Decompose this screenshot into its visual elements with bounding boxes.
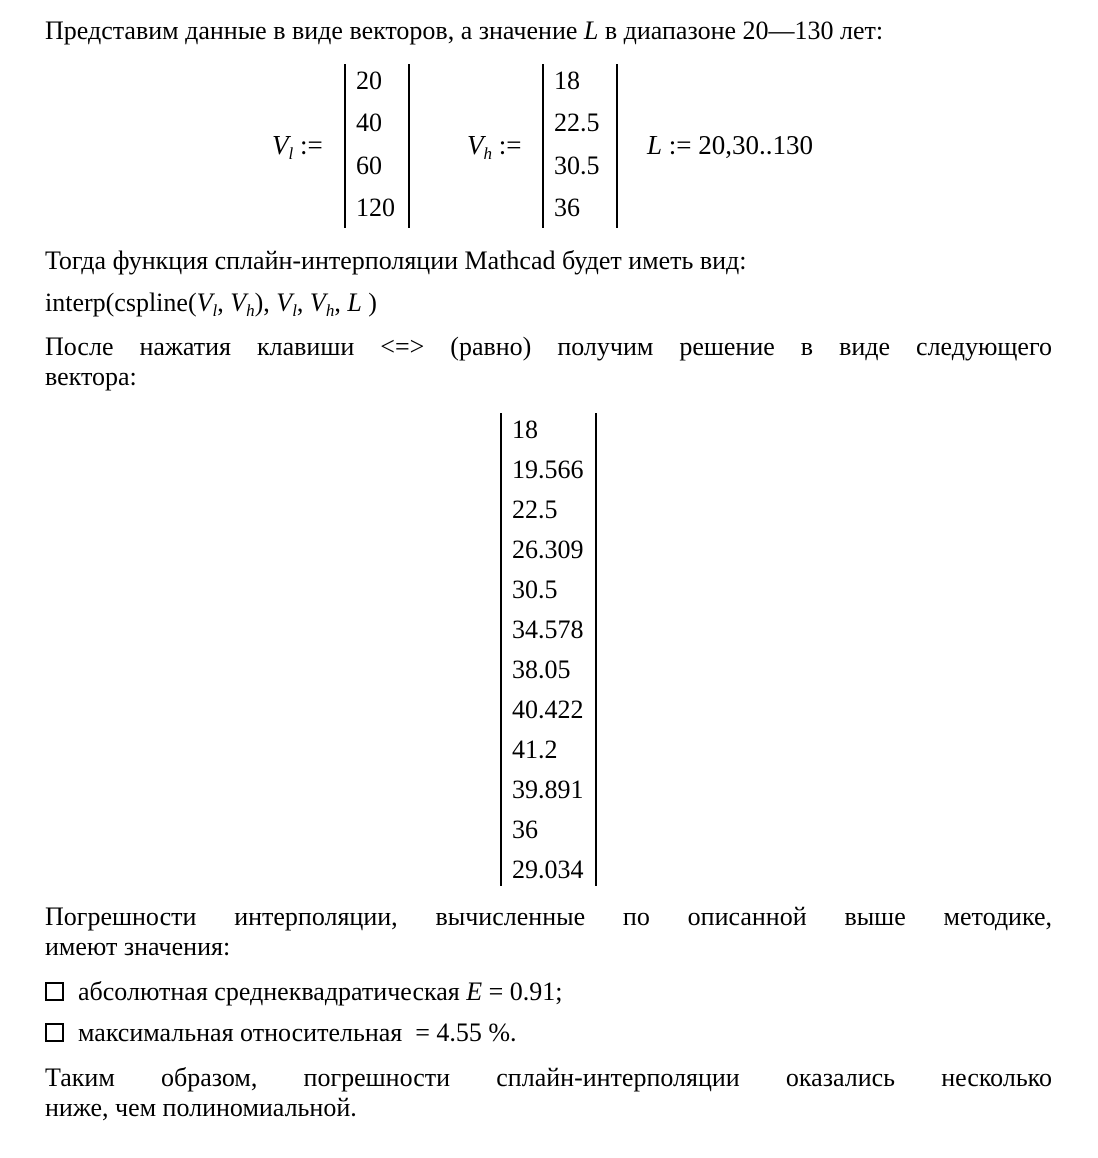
- vh-label: [467, 130, 522, 163]
- paragraph-line: После нажатия клавиши <=> (равно) получим решение в виде следующего: [45, 332, 1052, 361]
- result-vector-cell: 38.05: [512, 655, 571, 684]
- variable-L: L: [583, 16, 599, 45]
- formula: [45, 288, 377, 318]
- function-intro: Тогда функция сплайн-интерполяции Mathcad будет иметь вид:: [45, 246, 747, 275]
- list-item-value: = 0.91;: [482, 977, 563, 1006]
- intro-text: [45, 16, 883, 46]
- formula-part: ,: [217, 288, 231, 317]
- variable-L: L: [647, 130, 663, 160]
- formula-part: interp(cspline(: [45, 288, 197, 317]
- formula-part: ,: [296, 288, 310, 317]
- range-expression: := 20,30..130: [662, 130, 814, 160]
- vh-symbol: V: [467, 130, 484, 160]
- vl-label: [272, 130, 323, 163]
- formula-part: ),: [254, 288, 277, 317]
- vh-cell: 30.5: [554, 151, 600, 180]
- formula-part: ,: [334, 288, 348, 317]
- result-vector-cell: 19.566: [512, 455, 584, 484]
- assign-operator: :=: [293, 130, 323, 160]
- intro-text-part: в диапазоне 20—130 лет:: [598, 16, 884, 45]
- result-vector-cell: 22.5: [512, 495, 558, 524]
- result-vector-cell: 39.891: [512, 775, 584, 804]
- vl-vector: [344, 64, 410, 228]
- variable-E: E: [466, 977, 483, 1006]
- result-vector-cell: 29.034: [512, 855, 584, 884]
- vh-vector: [542, 64, 618, 228]
- result-vector-cell: 18: [512, 415, 538, 444]
- result-vector-cell: 34.578: [512, 615, 584, 644]
- vl-cell: 20: [356, 66, 382, 95]
- vh-cell: 22.5: [554, 108, 600, 137]
- formula-var: V: [276, 288, 293, 317]
- vl-cell: 60: [356, 151, 382, 180]
- vh-cell: 36: [554, 193, 580, 222]
- checkbox-bullet-icon: [45, 982, 64, 1001]
- list-item-text: максимальная относительная = 4.55 %.: [78, 1018, 517, 1047]
- formula-var: V: [230, 288, 247, 317]
- result-vector-cell: 26.309: [512, 535, 584, 564]
- assign-operator: :=: [492, 130, 522, 160]
- vl-cell: 120: [356, 193, 395, 222]
- formula-sub: h: [325, 301, 335, 320]
- formula-var: V: [196, 288, 213, 317]
- result-vector: [500, 413, 597, 886]
- vl-subscript: l: [288, 144, 294, 163]
- result-vector-cell: 30.5: [512, 575, 558, 604]
- formula-sub: l: [292, 301, 297, 320]
- vh-subscript: h: [483, 144, 492, 163]
- paragraph-line: Погрешности интерполяции, вычисленные по описанной выше методике,: [45, 902, 1052, 931]
- intro-text-part: Представим данные в виде векторов, а значение: [45, 16, 584, 45]
- paragraph-line: Таким образом, погрешности сплайн-интерполяции оказались несколько: [45, 1063, 1052, 1092]
- vl-symbol: V: [272, 130, 289, 160]
- formula-sub: l: [212, 301, 218, 320]
- formula-sub: h: [246, 301, 255, 320]
- paragraph-line: ниже, чем полиномиальной.: [45, 1093, 357, 1122]
- checkbox-bullet-icon: [45, 1023, 64, 1042]
- result-vector-cell: 41.2: [512, 735, 558, 764]
- list-item: [45, 977, 563, 1007]
- paragraph-line: вектора:: [45, 362, 137, 391]
- result-vector-cell: 36: [512, 815, 538, 844]
- formula-part: ): [361, 288, 377, 317]
- vl-cell: 40: [356, 108, 382, 137]
- list-item-text: абсолютная среднеквадратическая: [78, 977, 467, 1006]
- range-definition: [647, 130, 813, 160]
- formula-var: L: [347, 288, 362, 317]
- list-item: [45, 1018, 517, 1048]
- paragraph-line: имеют значения:: [45, 932, 231, 961]
- formula-var: V: [309, 288, 326, 317]
- result-vector-cell: 40.422: [512, 695, 584, 724]
- vh-cell: 18: [554, 66, 580, 95]
